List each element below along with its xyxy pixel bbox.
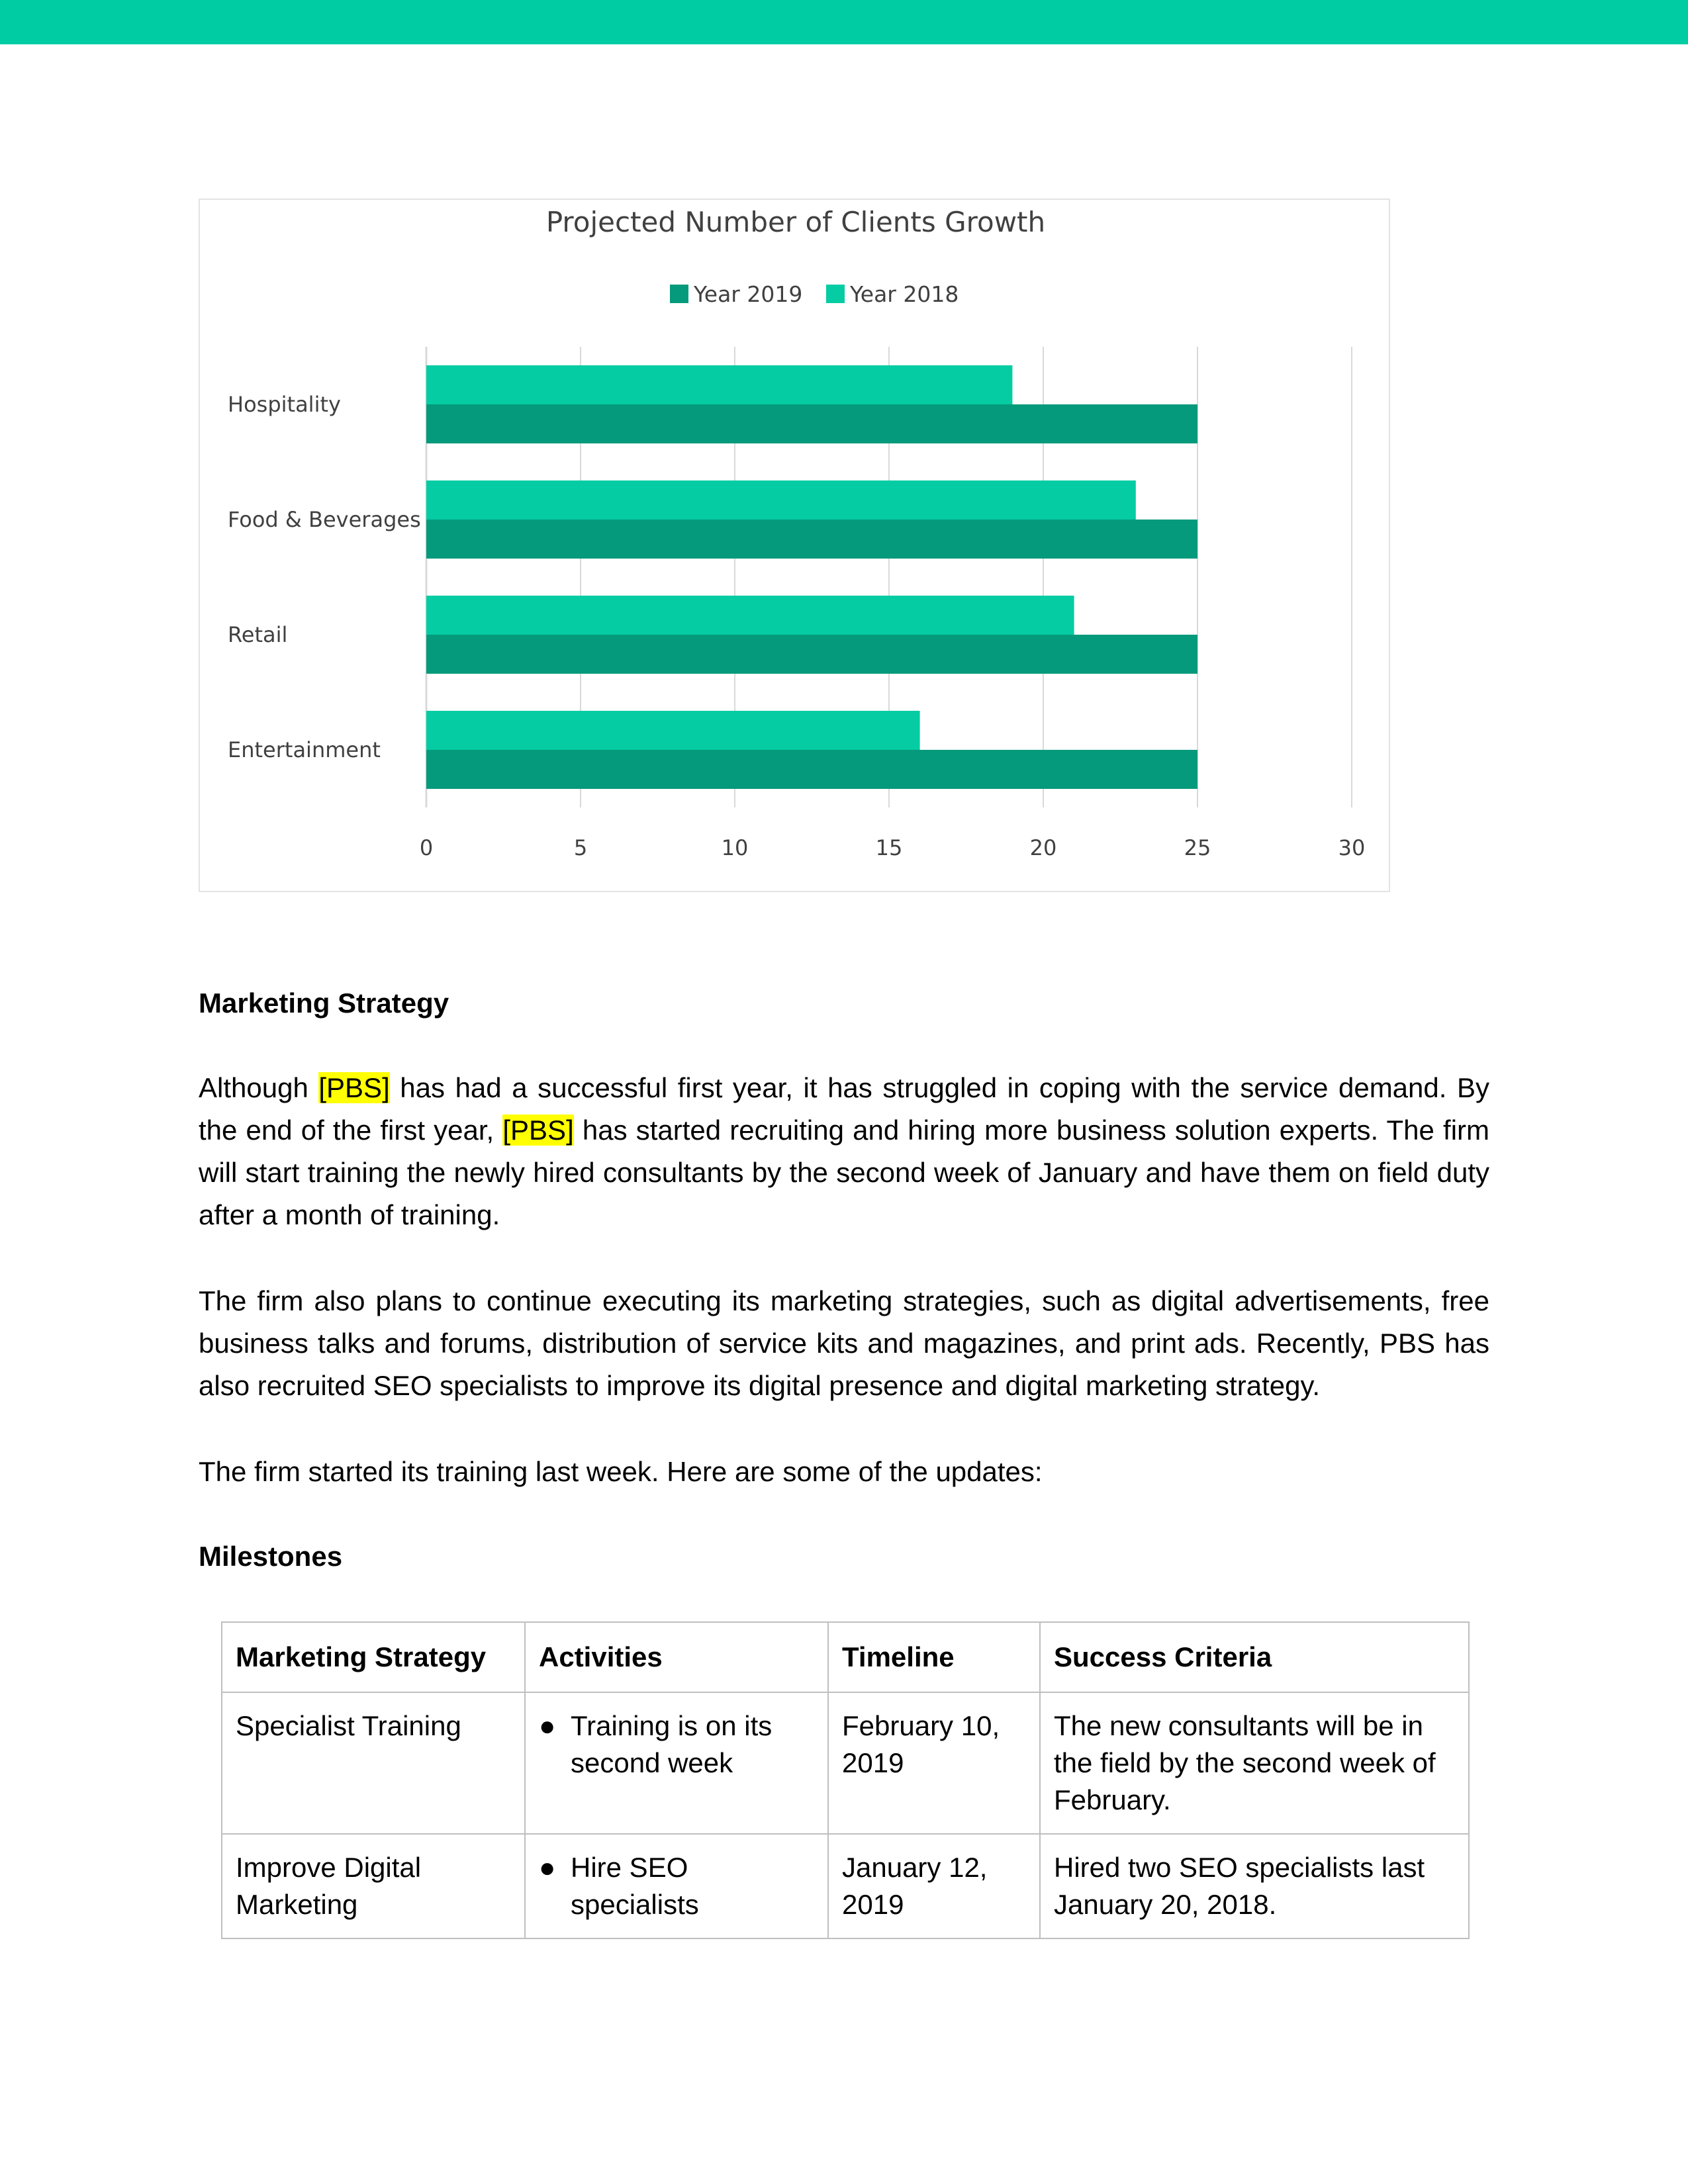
x-tick-label-25: 25 [1184,835,1211,860]
category-label-2: Retail [228,622,288,647]
activity-text: Hire SEO specialists [571,1852,699,1920]
cell-strategy: Specialist Training [222,1692,525,1834]
legend-label-1: Year 2018 [850,281,959,307]
table-row [222,1834,1469,1938]
activity-text: Training is on its second week [571,1710,773,1778]
cell-strategy: Improve Digital Marketing [222,1834,525,1938]
milestones-heading: Milestones [199,1541,343,1572]
header-accent-bar [0,0,1688,44]
header-activities: Activities [525,1622,828,1692]
bar-1-year-2018 [426,480,1136,520]
bar-0-year-2018 [426,365,1012,404]
chart-category-labels [228,392,421,762]
x-tick-label-5: 5 [573,835,588,860]
chart-title: Projected Number of Clients Growth [545,206,1046,238]
category-label-1: Food & Beverages [228,507,421,532]
x-tick-label-20: 20 [1029,835,1057,860]
bar-0-year-2019 [426,404,1197,443]
table-row [222,1692,1469,1834]
category-label-0: Hospitality [228,392,341,417]
highlight-pbs-1: [PBS] [318,1072,390,1103]
highlight-pbs-2: [PBS] [502,1115,574,1146]
bar-2-year-2018 [426,596,1074,635]
paragraph-intro [199,1067,1489,1236]
bar-2-year-2019 [426,635,1197,674]
bar-3-year-2018 [426,711,920,750]
cell-criteria: The new consultants will be in the field by the second week of February. [1040,1692,1469,1834]
cell-activity [525,1834,828,1938]
cell-activity [525,1692,828,1834]
x-tick-label-10: 10 [721,835,749,860]
cell-criteria: Hired two SEO specialists last January 20, 2018. [1040,1834,1469,1938]
paragraph-intro-part2: has had a successful first year, it has struggled in coping with the service demand. By the end of the first year, [199,1072,1489,1146]
cell-timeline: February 10, 2019 [828,1692,1040,1834]
x-tick-label-30: 30 [1338,835,1366,860]
bullet-icon: ● [539,1852,556,1883]
legend-swatch-1 [826,285,845,303]
paragraph-intro-part1: Although [199,1072,319,1103]
header-success-criteria: Success Criteria [1040,1622,1469,1692]
header-timeline: Timeline [828,1622,1040,1692]
chart-bars [426,365,1197,789]
chart-x-tick-labels [420,835,1366,860]
table-header-row [222,1622,1469,1692]
category-label-3: Entertainment [228,737,381,762]
chart-legend [670,281,959,307]
legend-swatch-0 [670,285,688,303]
paragraph-updates: The firm started its training last week. Here are some of the updates: [199,1456,1043,1487]
cell-timeline: January 12, 2019 [828,1834,1040,1938]
bar-1-year-2019 [426,520,1197,559]
milestones-table [221,1621,1470,1939]
clients-growth-chart [199,199,1390,892]
bullet-icon: ● [539,1710,556,1741]
legend-label-0: Year 2019 [694,281,803,307]
x-tick-label-0: 0 [419,835,434,860]
paragraph-intro-part3: has started recruiting and hiring more business solution experts. The firm will start training the newly hired consultants by the second week of January and have them on field duty after a month of training. [199,1115,1489,1230]
marketing-strategy-heading: Marketing Strategy [199,987,449,1019]
bar-3-year-2019 [426,750,1197,789]
x-tick-label-15: 15 [875,835,903,860]
paragraph-strategies: The firm also plans to continue executing its marketing strategies, such as digital advertisements, free business talks and forums, distribution of service kits and magazines, and print ads. Recently, PBS has also recruited SEO specialists to improve its digital presence and digital marketing strategy. [199,1285,1489,1401]
header-marketing-strategy: Marketing Strategy [222,1622,525,1692]
